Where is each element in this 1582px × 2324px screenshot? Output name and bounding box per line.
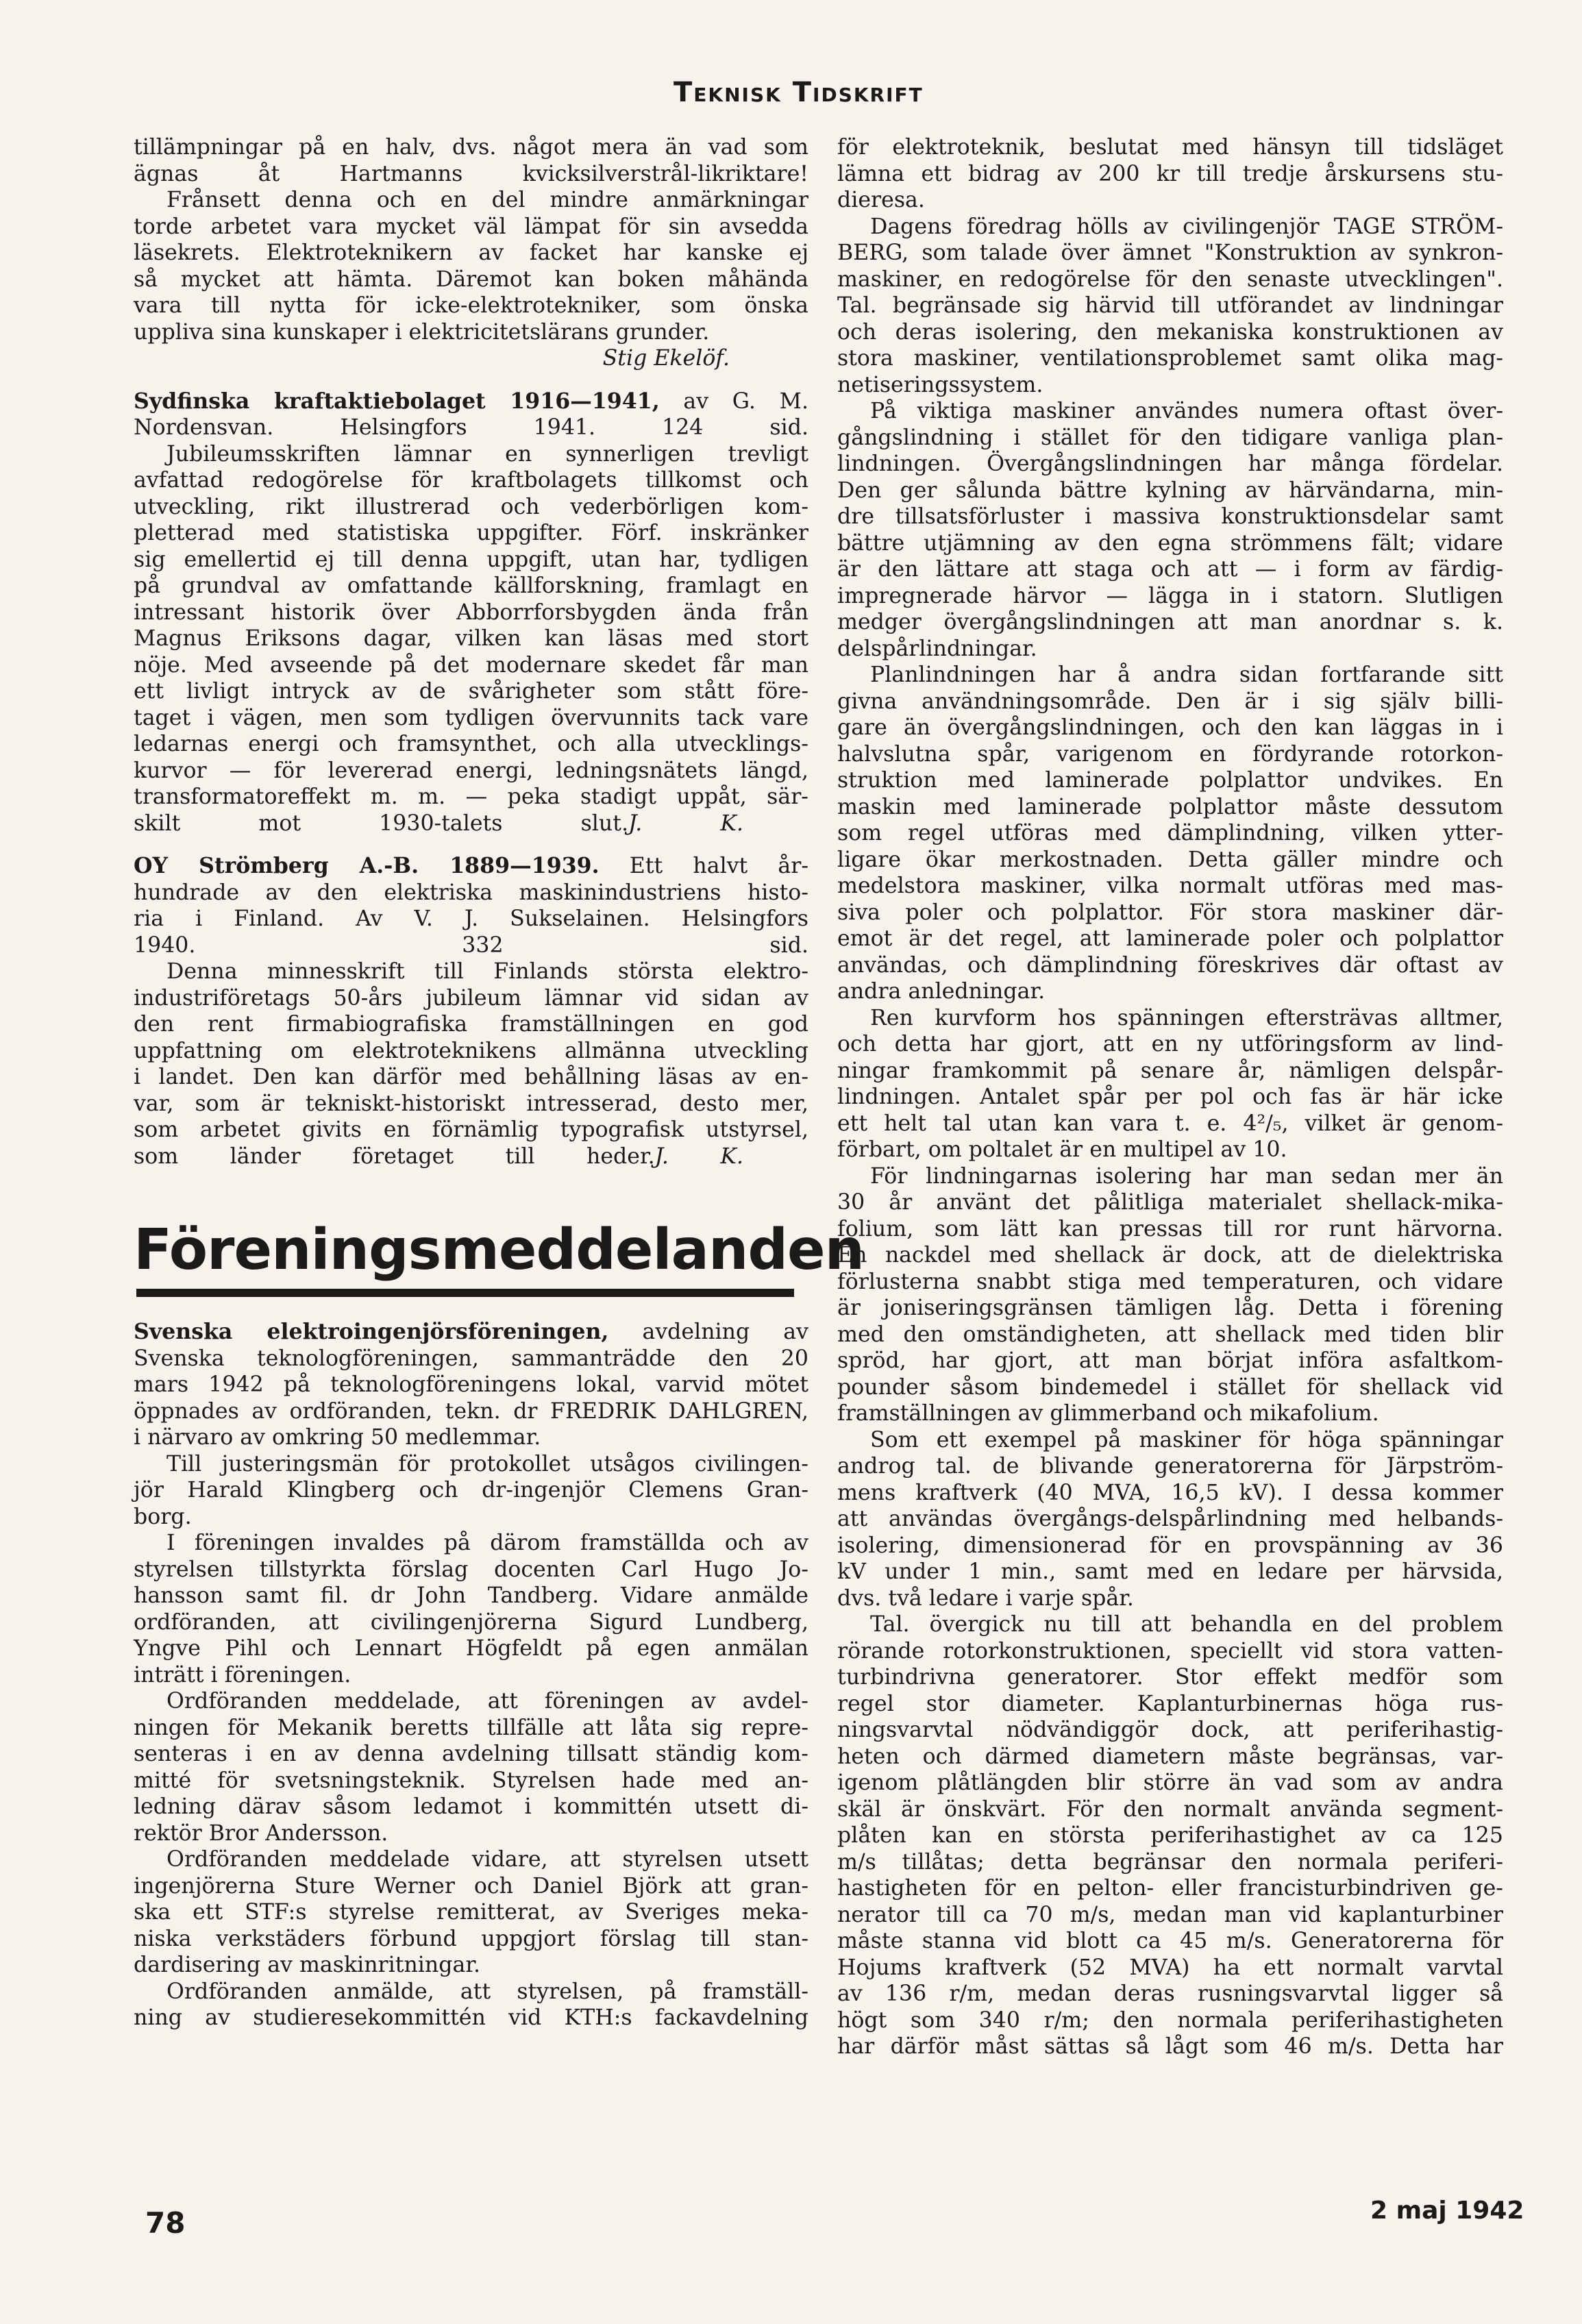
text-line: utveckling, rikt illustrerad och vederbörligen kom- bbox=[134, 494, 808, 519]
text-line: andra anledningar. bbox=[837, 979, 1046, 1004]
lecture-paragraph bbox=[837, 662, 1503, 1005]
text-line: sig emellertid ej till denna uppgift, utan har, tydligen bbox=[134, 547, 808, 572]
text-line: bättre utjämning av den egna strömmens fält; vidare bbox=[837, 530, 1503, 556]
text-line: nöje. Med avseende på det modernare skedet får man bbox=[134, 652, 808, 678]
text-line: Tal. begränsade sig härvid till utförandet av lindningar bbox=[837, 293, 1503, 318]
text-line: Tal. övergick nu till att behandla en del problem bbox=[870, 1612, 1503, 1637]
text-line: lindningen. Övergångslindningen har många fördelar. bbox=[837, 452, 1503, 476]
text-line: uppfattning om elektroteknikens allmänna utveckling bbox=[134, 1038, 808, 1063]
text-line: uppliva sina kunskaper i elektricitetslärans grunder. bbox=[134, 319, 710, 345]
journal-header: Teknisk Tidskrift bbox=[673, 77, 924, 108]
text-line: m/s tillåtas; detta begränsar den normala periferi- bbox=[837, 1849, 1503, 1875]
meeting-paragraph bbox=[134, 1688, 808, 1846]
text-line: medger övergångslindningen att man anordnar s. k. bbox=[837, 610, 1503, 634]
text-line: spröd, har gjort, att man börjat införa asfaltkom- bbox=[837, 1348, 1503, 1373]
text-line: emot är det regel, att laminerade poler och polplattor bbox=[837, 926, 1503, 951]
section-rule bbox=[136, 1289, 794, 1297]
text-line: tillämpningar på en halv, dvs. något mera än vad som bbox=[134, 135, 808, 160]
text-line: högt som 340 r/m; den normala periferihastigheten bbox=[837, 2007, 1503, 2033]
text-line: siva poler och polplattor. För stora maskiner där- bbox=[837, 900, 1503, 925]
review-end-line bbox=[134, 1144, 808, 1170]
issue-date: 2 maj 1942 bbox=[1370, 2197, 1524, 2225]
text-line: regel stor diameter. Kaplanturbinernas höga rus- bbox=[837, 1691, 1503, 1716]
lecture-paragraph bbox=[837, 1163, 1503, 1427]
text-line: Dagens föredrag hölls av civilingenjör TAGE STRÖM- bbox=[870, 214, 1503, 239]
text-line: styrelsen tillstyrkta förslag docenten Carl Hugo Jo- bbox=[134, 1557, 808, 1582]
text-line: i närvaro av omkring 50 medlemmar. bbox=[134, 1425, 541, 1450]
text-line: ägnas åt Hartmanns kvicksilverstrål-likriktare! bbox=[134, 161, 808, 186]
text-line: ningsvarvtal nödvändiggör dock, att periferihastig- bbox=[837, 1718, 1503, 1742]
text-line: 1940. 332 sid. bbox=[134, 932, 808, 958]
text-line: ledning därav såsom ledamot i kommittén utsett di- bbox=[134, 1794, 808, 1819]
text-line: På viktiga maskiner användes numera oftast över- bbox=[870, 399, 1503, 423]
lecture-paragraph bbox=[837, 1005, 1503, 1163]
right-column bbox=[837, 134, 1503, 2060]
text-line: som arbetet givits en förnämlig typografisk utstyrsel, bbox=[134, 1117, 808, 1142]
text-line: Jubileumsskriften lämnar en synnerligen trevligt bbox=[166, 441, 808, 467]
text-line: och detta har gjort, att en ny utföringsform av lind- bbox=[837, 1032, 1503, 1056]
review-last-line: som länder företaget till heder. bbox=[134, 1144, 655, 1169]
text-line: på grundval av omfattande källforskning, framlagt en bbox=[134, 573, 808, 598]
text-line: borg. bbox=[134, 1504, 192, 1529]
text-line: struktion med laminerade polplattor undvikes. En bbox=[837, 768, 1503, 793]
text-line: Den ger sålunda bättre kylning av härvändarna, min- bbox=[837, 478, 1503, 503]
text-line: förbart, om poltalet är en multipel av 10. bbox=[837, 1137, 1287, 1162]
text-line: dre tillsatsförluster i massiva konstruktionsdelar samt bbox=[837, 504, 1503, 529]
text-line: givna användningsområde. Den är i sig själv billi- bbox=[837, 689, 1503, 714]
text-line: Frånsett denna och en del mindre anmärkningar bbox=[166, 188, 808, 212]
review-end-line bbox=[134, 811, 808, 837]
text-line: Magnus Eriksons dagar, vilken kan läsas med stort bbox=[134, 626, 808, 651]
text-line: dvs. två ledare i varje spår. bbox=[837, 1585, 1134, 1611]
text-line: Ren kurvform hos spänningen eftersträvas alltmer, bbox=[870, 1005, 1503, 1030]
text-line: niska verkstäders förbund uppgjort förslag till stan- bbox=[134, 1926, 808, 1951]
text-line: är joniseringsgränsen tämligen låg. Detta i förening bbox=[837, 1296, 1503, 1320]
text-line: vara till nytta för icke-elektrotekniker, som önska bbox=[134, 293, 808, 318]
meeting-paragraph bbox=[134, 1451, 808, 1531]
text-line: Nordensvan. Helsingfors 1941. 124 sid. bbox=[134, 415, 808, 440]
review-title-rest: Ett halvt år- bbox=[599, 854, 808, 878]
text-line: dardisering av maskinritningar. bbox=[134, 1953, 480, 1977]
lecture-paragraph bbox=[837, 398, 1503, 662]
text-line: öppnades av ordföranden, tekn. dr FREDRIK DAHLGREN, bbox=[134, 1398, 808, 1424]
text-line: ska ett STF:s styrelse remitterat, av Sveriges meka- bbox=[134, 1900, 808, 1925]
review-signature: Stig Ekelöf. bbox=[602, 346, 730, 371]
text-line: ningen för Mekanik beretts tillfälle att låta sig repre- bbox=[134, 1715, 808, 1740]
text-line: skäl är önskvärt. För den normalt använda segment- bbox=[837, 1796, 1503, 1822]
text-line: delspårlindningar. bbox=[837, 636, 1037, 661]
text-line: intressant historik över Abborrforsbygden ända från bbox=[134, 599, 808, 625]
text-line: heten och därmed diametern måste begränsas, var- bbox=[837, 1744, 1503, 1769]
text-line: hastigheten för en pelton- eller francisturbindriven ge- bbox=[837, 1876, 1503, 1901]
text-line: maskin med laminerade polplattor måste dessutom bbox=[837, 794, 1503, 819]
text-line: Denna minnesskrift till Finlands största elektro- bbox=[166, 959, 808, 984]
review-title: OY Strömberg A.-B. 1889—1939. bbox=[134, 853, 600, 878]
text-line: pounder såsom bindemedel i stället för shellack vid bbox=[837, 1374, 1503, 1400]
text-line: i landet. Den kan därför med behållning läsas av en- bbox=[134, 1065, 808, 1089]
text-line: Planlindningen har å andra sidan fortfarande sitt bbox=[870, 663, 1503, 687]
text-line: kurvor — för levererad energi, ledningsnätets längd, bbox=[134, 758, 808, 783]
review-last-line: skilt mot 1930-talets slut. bbox=[134, 811, 628, 836]
text-line: mitté för svetsningsteknik. Styrelsen hade med an- bbox=[134, 1768, 808, 1793]
text-line: industriföretags 50-års jubileum lämnar vid sidan av bbox=[134, 985, 808, 1011]
lecture-paragraph bbox=[837, 1427, 1503, 1612]
text-line: var, som är tekniskt-historiskt intresserad, desto mer, bbox=[134, 1091, 808, 1116]
page-number: 78 bbox=[145, 2206, 186, 2240]
text-line: den rent firmabiografiska framställningen en god bbox=[134, 1012, 808, 1037]
text-line: Till justeringsmän för protokollet utsågos civilingen- bbox=[166, 1451, 808, 1476]
text-line: rektör Bror Andersson. bbox=[134, 1820, 388, 1846]
text-line: förlusterna snabbt stiga med temperaturen, och vidare bbox=[837, 1269, 1503, 1294]
text-line: har därför måst sättas så lågt som 46 m/s. Detta har bbox=[837, 2034, 1503, 2059]
text-line: gare än övergångslindningen, och den kan läggas in i bbox=[837, 715, 1503, 740]
text-line: Svenska teknologföreningen, sammanträdde den 20 bbox=[134, 1346, 808, 1371]
meeting-report bbox=[134, 1319, 808, 1451]
text-line: medelstora maskiner, vilka normalt utföras med mas- bbox=[837, 874, 1503, 898]
text-line: ett livligt intryck av de svårigheter som stått före- bbox=[134, 679, 808, 704]
text-line: ria i Finland. Av V. J. Sukselainen. Helsingfors bbox=[134, 906, 808, 931]
text-line: hundrade av den elektriska maskinindustriens histo- bbox=[134, 880, 808, 905]
meeting-paragraph bbox=[134, 1979, 808, 2031]
review-signature: J. K. bbox=[628, 811, 743, 836]
text-line: igenom plåtlängden blir större än vad som av andra bbox=[837, 1770, 1503, 1795]
review-signature: J. K. bbox=[654, 1144, 743, 1169]
text-line: stora maskiner, ventilationsproblemet samt olika mag- bbox=[837, 346, 1503, 371]
text-line: Ordföranden meddelade, att föreningen av avdel- bbox=[166, 1689, 808, 1714]
text-line: En nackdel med shellack är dock, att de dielektriska bbox=[837, 1243, 1503, 1268]
text-line: så mycket att hämta. Däremot kan boken måhända bbox=[134, 267, 808, 292]
text-line: ning av studieresekommittén vid KTH:s fackavdelning bbox=[134, 2005, 808, 2030]
text-line: ett helt tal utan kan vara t. e. 4²/₅, vilket är genom- bbox=[837, 1111, 1503, 1136]
text-line: gångslindning i stället för den tidigare vanliga plan- bbox=[837, 425, 1503, 450]
text-line: nerator till ca 70 m/s, medan man vid kaplanturbiner bbox=[837, 1902, 1503, 1927]
text-line: netiseringssystem. bbox=[837, 372, 1043, 397]
text-line: mars 1942 på teknologföreningens lokal, varvid mötet bbox=[134, 1372, 808, 1397]
text-line: och deras isolering, den mekaniska konstruktionen av bbox=[837, 319, 1503, 345]
text-line: turbindrivna generatorer. Stor effekt medför som bbox=[837, 1665, 1503, 1690]
text-line: lindningen. Antalet spår per pol och fas är här icke bbox=[837, 1085, 1503, 1109]
text-line: Hojums kraftverk (52 MVA) ha ett normalt varvtal bbox=[837, 1955, 1503, 1980]
lecture-paragraph bbox=[837, 1611, 1503, 2060]
text-line: måste stanna vid blott ca 45 m/s. Generatorerna för bbox=[837, 1929, 1503, 1953]
text-line: androg tal. de blivande generatorerna för Järpström- bbox=[837, 1454, 1503, 1479]
text-line: framställningen av glimmerband och mikafolium. bbox=[837, 1401, 1379, 1426]
text-line: kV under 1 min., samt med en ledare per härvsida, bbox=[837, 1559, 1503, 1584]
meeting-paragraph bbox=[134, 1846, 808, 1979]
text-line: med den omständigheten, att shellack med tiden blir bbox=[837, 1322, 1503, 1347]
text-line: ordföranden, att civilingenjörerna Sigurd Lundberg, bbox=[134, 1609, 808, 1635]
text-line: att användas övergångs-delspårlindning med helbands- bbox=[837, 1507, 1503, 1531]
review-entry bbox=[134, 388, 808, 837]
text-line: 30 år använt det pålitliga materialet shellack-mika- bbox=[837, 1190, 1503, 1215]
text-line: Som ett exempel på maskiner för höga spänningar bbox=[870, 1427, 1503, 1452]
text-line: inträtt i föreningen. bbox=[134, 1662, 351, 1688]
text-line: avfattad redogörelse för kraftbolagets tillkomst och bbox=[134, 468, 808, 493]
lecture-paragraph bbox=[837, 214, 1503, 399]
text-line: isolering, dimensionerad för en provspänning av 36 bbox=[837, 1533, 1503, 1558]
text-line: transformatoreffekt m. m. — peka stadigt uppåt, sär- bbox=[134, 784, 808, 809]
review-title-rest: av G. M. bbox=[659, 388, 808, 414]
review-title: Sydfinska kraftaktiebolaget 1916—1941, bbox=[134, 388, 660, 414]
text-line: halvslutna spår, varigenom en fördyrande rotorkon- bbox=[837, 741, 1503, 767]
review-entry bbox=[134, 853, 808, 1170]
text-line: jör Harald Klingberg och dr-ingenjör Clemens Gran- bbox=[134, 1478, 808, 1503]
text-line: ningar framkommit på senare år, nämligen delspår- bbox=[837, 1058, 1503, 1083]
text-line: som regel utföras med dämplindning, vilken ytter- bbox=[837, 821, 1503, 845]
meeting-paragraph bbox=[134, 1530, 808, 1688]
text-line: ledarnas energi och framsynthet, och alla utvecklings- bbox=[134, 732, 808, 756]
text-line: torde arbetet vara mycket väl lämpat för sin avsedda bbox=[134, 214, 808, 239]
text-line: ingenjörerna Sture Werner och Daniel Björk att gran- bbox=[134, 1873, 808, 1899]
society-name-rest: avdelning av bbox=[608, 1320, 808, 1344]
text-line: folium, som lätt kan pressas till ror runt härvorna. bbox=[837, 1216, 1503, 1241]
text-line: ligare ökar merkostnaden. Detta gäller mindre och bbox=[837, 847, 1503, 872]
text-line: mens kraftverk (40 MVA, 16,5 kV). I dessa kommer bbox=[837, 1480, 1503, 1505]
text-line: plåten kan en största periferihastighet av ca 125 bbox=[837, 1823, 1503, 1848]
text-line: är den lättare att staga och att — i form av färdig- bbox=[837, 557, 1503, 582]
text-line: impregnerade härvor — lägga in i statorn. Slutligen bbox=[837, 583, 1503, 608]
text-line: Ordföranden anmälde, att styrelsen, på framställ- bbox=[166, 1979, 808, 2004]
text-line: rörande rotorkonstruktionen, speciellt vid stora vatten- bbox=[837, 1638, 1503, 1664]
lecture-paragraph bbox=[837, 134, 1503, 214]
text-line: läsekrets. Elektroteknikern av facket har kanske ej bbox=[134, 240, 808, 265]
section-title: Föreningsmeddelanden bbox=[134, 1217, 865, 1283]
text-line: maskiner, en redogörelse för den senaste utvecklingen". bbox=[837, 267, 1503, 292]
text-line: Ordföranden meddelade vidare, att styrelsen utsett bbox=[166, 1847, 808, 1872]
text-line: av 136 r/m, medan deras rusningsvarvtal ligger så bbox=[837, 1981, 1503, 2006]
text-line: för elektroteknik, beslutat med hänsyn till tidsläget bbox=[837, 135, 1503, 160]
text-line: hansson samt fil. dr John Tandberg. Vidare anmälde bbox=[134, 1583, 808, 1608]
text-line: För lindningarnas isolering har man sedan mer än bbox=[870, 1163, 1503, 1189]
left-column bbox=[134, 134, 865, 2031]
text-line: taget i vägen, men som tydligen övervunnits tack vare bbox=[134, 705, 808, 730]
text-line: Yngve Pihl och Lennart Högfeldt på egen anmälan bbox=[134, 1636, 808, 1661]
text-line: I föreningen invaldes på därom framställda och av bbox=[166, 1531, 808, 1555]
text-line: senteras i en av denna avdelning tillsatt ständig kom- bbox=[134, 1742, 808, 1766]
review-paragraph bbox=[134, 134, 808, 345]
text-line: pletterad med statistiska uppgifter. Förf. inskränker bbox=[134, 521, 808, 545]
text-line: användas, och dämplindning föreskrives där oftast av bbox=[837, 952, 1503, 978]
text-line: dieresa. bbox=[837, 188, 925, 212]
text-line: lämna ett bidrag av 200 kr till tredje årskursens stu- bbox=[837, 161, 1503, 186]
text-line: BERG, som talade över ämnet "Konstruktion av synkron- bbox=[837, 240, 1503, 265]
society-name: Svenska elektroingenjörsföreningen, bbox=[134, 1319, 609, 1344]
